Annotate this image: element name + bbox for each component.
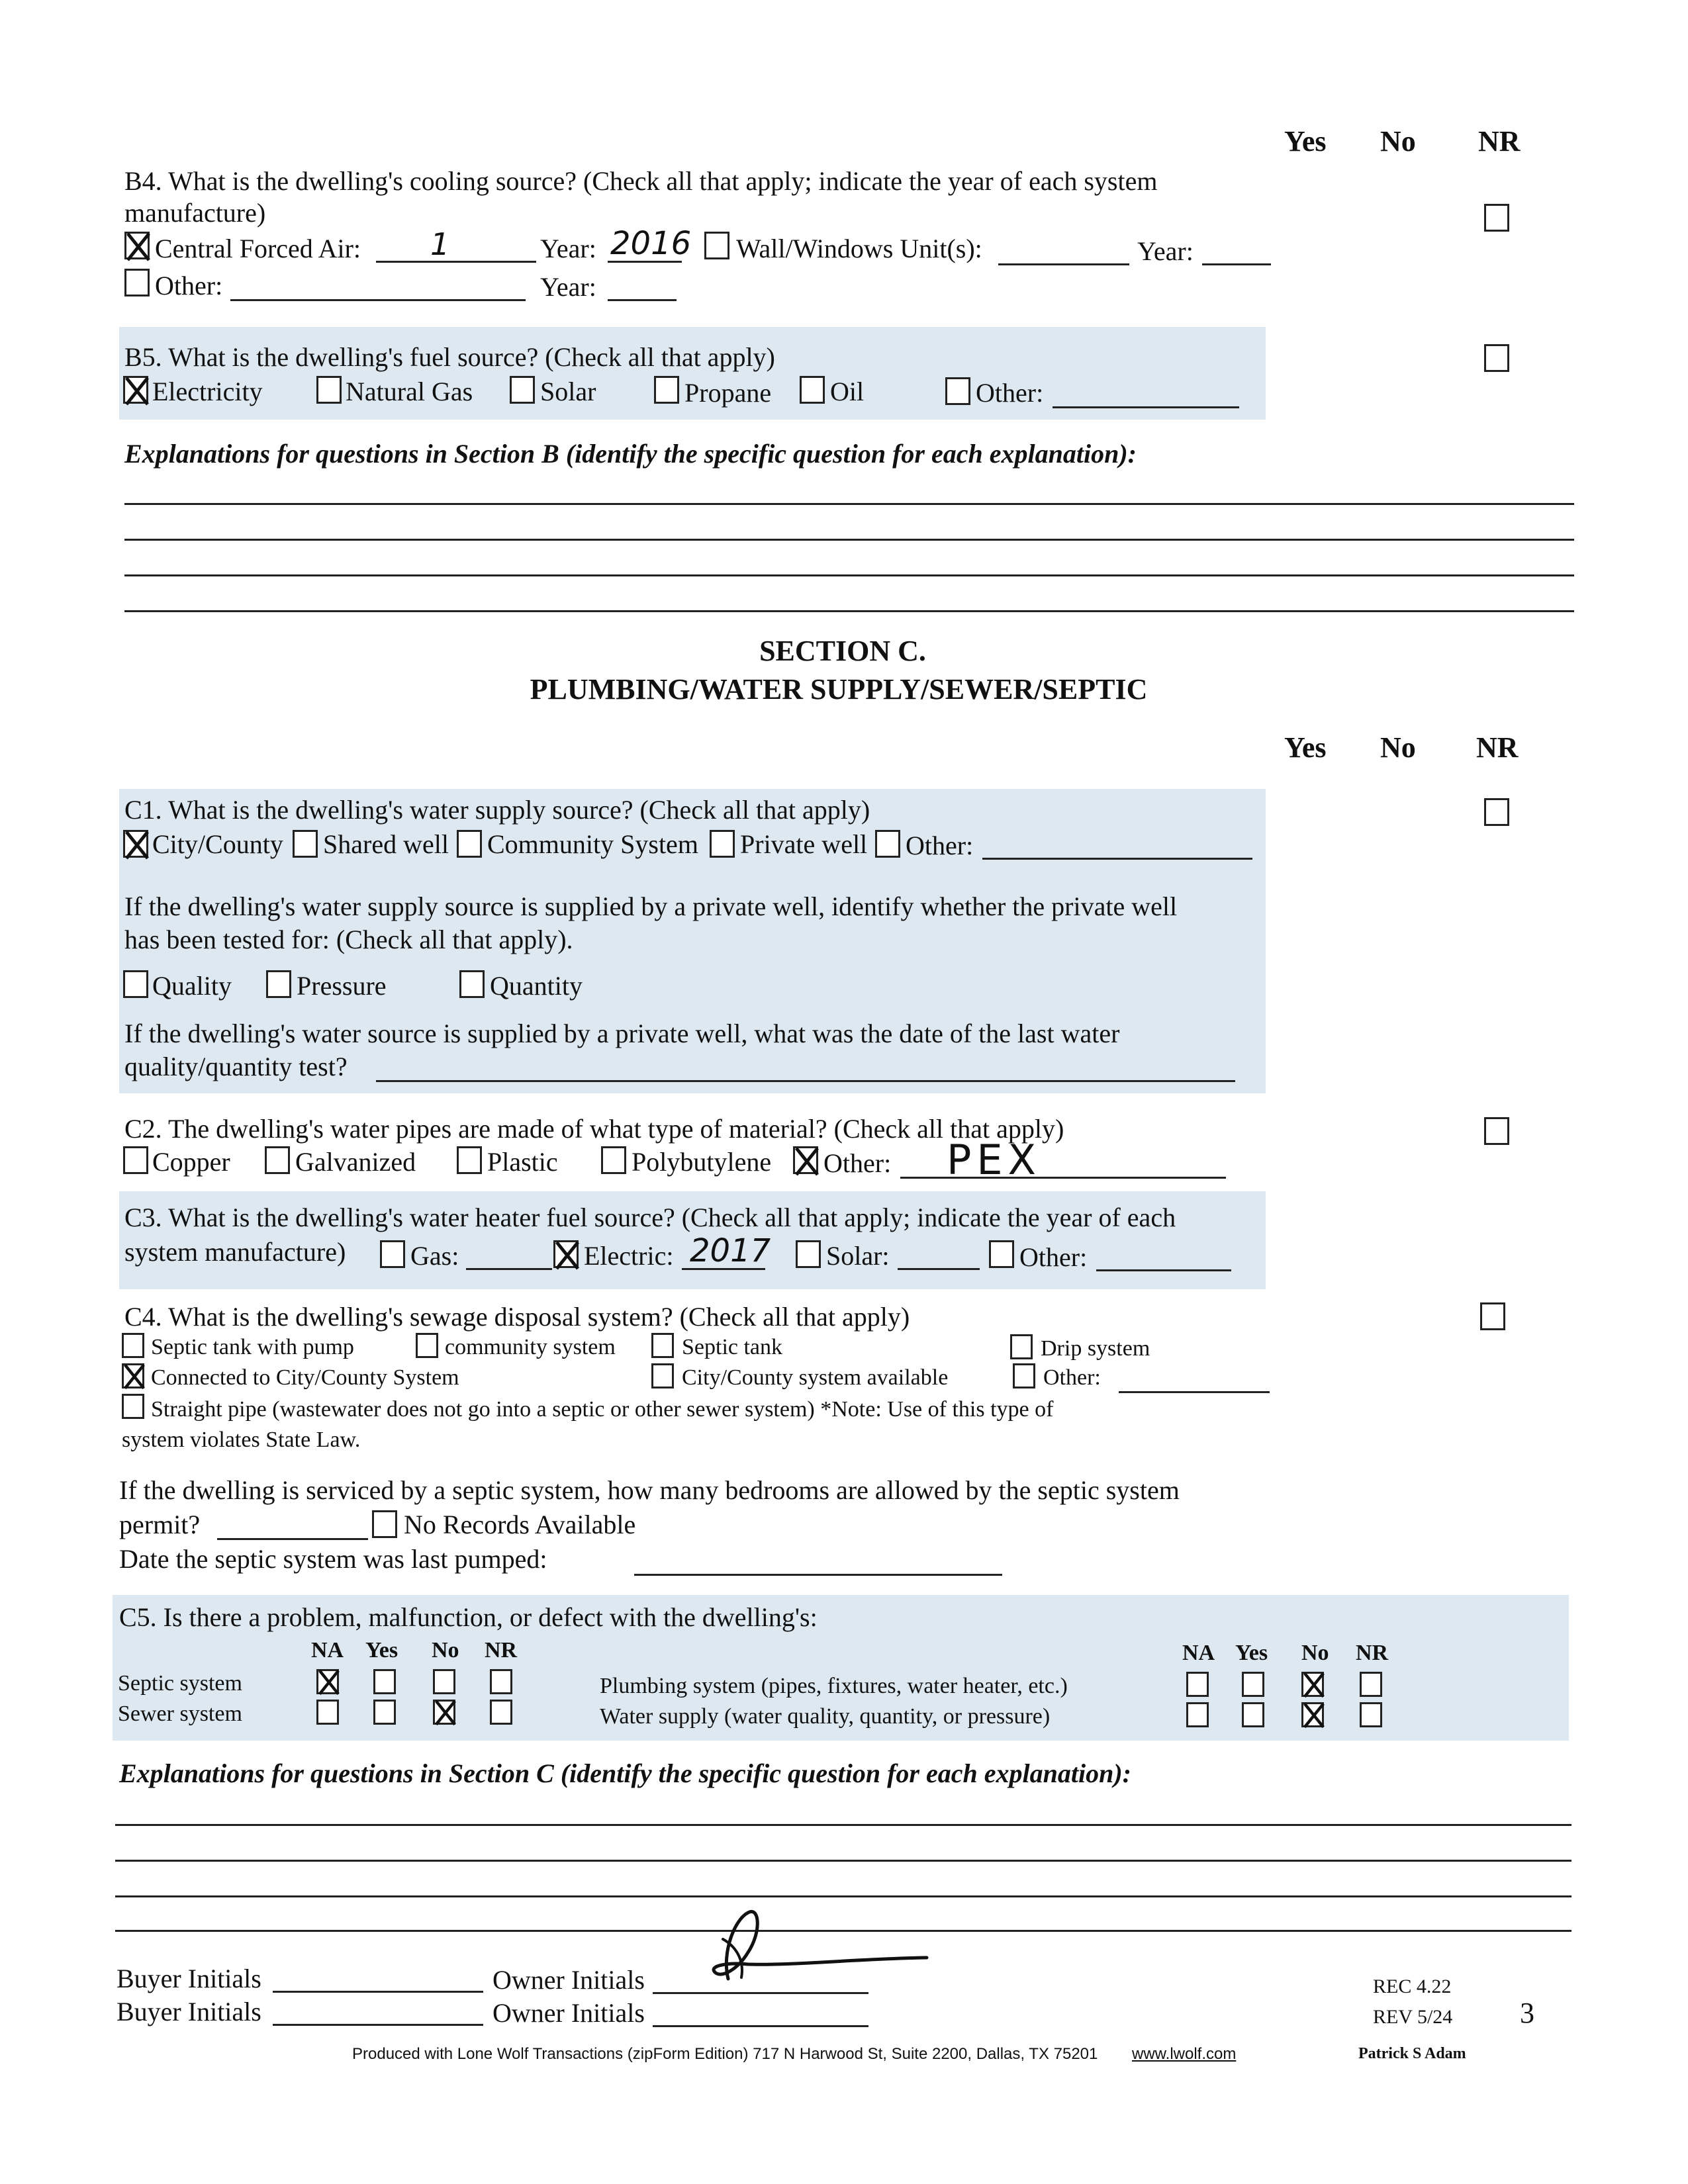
b5-other-checkbox[interactable] bbox=[945, 377, 970, 405]
c1-pressure-label: Pressure bbox=[297, 971, 387, 1001]
b4-other-line[interactable] bbox=[230, 299, 526, 301]
b5-propane-checkbox[interactable] bbox=[654, 376, 679, 404]
c5-col-no: No bbox=[432, 1638, 459, 1662]
c5-water-no-checkbox[interactable] bbox=[1301, 1702, 1324, 1727]
c2-nr-checkbox[interactable] bbox=[1484, 1117, 1509, 1145]
buyer-initials-line-2[interactable] bbox=[273, 2024, 483, 2026]
c2-polybutylene-label: Polybutylene bbox=[632, 1147, 772, 1177]
c5-septic-na-checkbox[interactable] bbox=[316, 1669, 339, 1694]
check-x-icon bbox=[124, 230, 153, 264]
c5-plumbing-label: Plumbing system (pipes, fixtures, water heater, etc.) bbox=[600, 1674, 1068, 1698]
c4-city-available-checkbox[interactable] bbox=[651, 1363, 674, 1388]
b5-question: B5. What is the dwelling's fuel source? (Check all that apply) bbox=[124, 342, 775, 372]
b4-wall-label: Wall/Windows Unit(s): bbox=[736, 234, 982, 263]
owner-initials-line-2[interactable] bbox=[653, 2025, 868, 2027]
c1-private-well-label: Private well bbox=[740, 829, 868, 859]
produced-text: Produced with Lone Wolf Transactions (zipForm Edition) 717 N Harwood St, Suite 2200, Dallas, TX 75201 bbox=[352, 2045, 1098, 2063]
c4-straight-pipe-label: Straight pipe (wastewater does not go into a septic or other sewer system) *Note: Use of this type of bbox=[151, 1397, 1054, 1422]
c1-shared-well-label: Shared well bbox=[323, 829, 449, 859]
b5-propane-label: Propane bbox=[684, 378, 772, 408]
c2-plastic-checkbox[interactable] bbox=[457, 1146, 482, 1174]
b5-nr-checkbox[interactable] bbox=[1484, 344, 1509, 372]
c5-col-nr: NR bbox=[485, 1638, 518, 1662]
b4-other-label: Other: bbox=[155, 271, 223, 300]
c3-electric-label: Electric: bbox=[584, 1241, 674, 1271]
b5-electricity-label: Electricity bbox=[152, 377, 263, 406]
c4-connected-checkbox[interactable] bbox=[122, 1363, 144, 1388]
col-nr-header: NR bbox=[1476, 731, 1519, 764]
b5-solar-checkbox[interactable] bbox=[510, 376, 535, 404]
b4-wall-checkbox[interactable] bbox=[704, 232, 729, 259]
c4-city-available-label: City/County system available bbox=[682, 1365, 949, 1390]
c5-col-na: NA bbox=[1182, 1641, 1215, 1665]
c5-question: C5. Is there a problem, malfunction, or defect with the dwelling's: bbox=[119, 1602, 818, 1632]
c5-septic-nr-checkbox[interactable] bbox=[490, 1669, 512, 1694]
explain-b-line[interactable] bbox=[124, 574, 1574, 576]
c5-water-yes-checkbox[interactable] bbox=[1242, 1702, 1264, 1727]
c1-city-county-checkbox[interactable] bbox=[123, 830, 148, 858]
c4-question: C4. What is the dwelling's sewage disposal system? (Check all that apply) bbox=[124, 1302, 910, 1332]
c4-septic-pump-checkbox[interactable] bbox=[122, 1333, 144, 1358]
c4-straight-pipe-note: system violates State Law. bbox=[122, 1428, 361, 1452]
c5-septic-yes-checkbox[interactable] bbox=[373, 1669, 396, 1694]
c5-col-no: No bbox=[1301, 1641, 1329, 1665]
page-number: 3 bbox=[1520, 1997, 1534, 2029]
b4-wall-line[interactable] bbox=[998, 263, 1129, 265]
c1-date-text: If the dwelling's water source is supplied by a private well, what was the date of the last water bbox=[124, 1019, 1120, 1048]
b4-central-year: 2016 bbox=[610, 225, 692, 262]
lwolf-link[interactable]: www.lwolf.com bbox=[1132, 2045, 1237, 2063]
check-x-icon bbox=[316, 1667, 342, 1698]
c1-private-well-checkbox[interactable] bbox=[710, 830, 735, 858]
c1-date-line[interactable] bbox=[376, 1080, 1235, 1082]
c4-pumped-line[interactable] bbox=[634, 1574, 1002, 1576]
c5-septic-label: Septic system bbox=[118, 1671, 242, 1696]
c5-sewer-nr-checkbox[interactable] bbox=[490, 1700, 512, 1725]
col-no-header: No bbox=[1380, 125, 1416, 158]
owner-initials-label-2: Owner Initials bbox=[492, 1998, 645, 2028]
check-x-icon bbox=[432, 1698, 459, 1728]
c5-sewer-yes-checkbox[interactable] bbox=[373, 1700, 396, 1725]
c4-no-records-label: No Records Available bbox=[404, 1510, 636, 1539]
c3-gas-label: Gas: bbox=[410, 1241, 459, 1271]
c1-quantity-checkbox[interactable] bbox=[459, 970, 485, 998]
c1-other-label: Other: bbox=[906, 831, 974, 860]
check-x-icon bbox=[1301, 1700, 1327, 1731]
c4-other-label: Other: bbox=[1043, 1365, 1101, 1390]
b4-central-checkbox[interactable] bbox=[124, 232, 150, 259]
explain-b-heading: Explanations for questions in Section B (identify the specific question for each explanation): bbox=[124, 439, 1137, 469]
c3-solar-label: Solar: bbox=[826, 1241, 890, 1271]
buyer-initials-line[interactable] bbox=[273, 1991, 483, 1993]
b4-question: B4. What is the dwelling's cooling source? (Check all that apply; indicate the year of each system bbox=[124, 166, 1158, 196]
check-x-icon bbox=[1301, 1670, 1327, 1700]
b4-other-checkbox[interactable] bbox=[124, 269, 150, 296]
c3-question-cont: system manufacture) bbox=[124, 1237, 346, 1267]
c2-plastic-label: Plastic bbox=[487, 1147, 558, 1177]
c3-electric-year: 2017 bbox=[690, 1232, 771, 1269]
explain-c-line[interactable] bbox=[115, 1860, 1571, 1862]
b4-central-value: 1 bbox=[430, 226, 450, 262]
c5-sewer-na-checkbox[interactable] bbox=[316, 1700, 339, 1725]
check-x-icon bbox=[122, 374, 152, 408]
b5-natural-gas-checkbox[interactable] bbox=[316, 376, 342, 404]
c5-sewer-label: Sewer system bbox=[118, 1702, 242, 1726]
b4-other-year-label: Year: bbox=[540, 272, 596, 302]
c5-septic-no-checkbox[interactable] bbox=[433, 1669, 455, 1694]
c3-solar-line[interactable] bbox=[898, 1268, 980, 1270]
b4-wall-year-label: Year: bbox=[1137, 236, 1194, 266]
c3-solar-checkbox[interactable] bbox=[796, 1240, 821, 1268]
c4-septic-text: If the dwelling is serviced by a septic system, how many bedrooms are allowed by the septic system bbox=[119, 1475, 1180, 1505]
c1-date-text-cont: quality/quantity test? bbox=[124, 1052, 348, 1081]
c3-electric-checkbox[interactable] bbox=[553, 1240, 579, 1268]
c4-nr-checkbox[interactable] bbox=[1480, 1302, 1505, 1330]
c1-community-checkbox[interactable] bbox=[457, 830, 482, 858]
explain-b-line[interactable] bbox=[124, 610, 1574, 612]
c1-pressure-checkbox[interactable] bbox=[266, 970, 291, 998]
c3-gas-checkbox[interactable] bbox=[380, 1240, 405, 1268]
c1-quality-label: Quality bbox=[152, 971, 232, 1001]
check-x-icon bbox=[553, 1238, 582, 1273]
c5-water-na-checkbox[interactable] bbox=[1186, 1702, 1209, 1727]
c4-bedrooms-line[interactable] bbox=[217, 1538, 368, 1540]
c1-quantity-label: Quantity bbox=[490, 971, 583, 1001]
c3-other-label: Other: bbox=[1019, 1242, 1088, 1272]
b5-other-label: Other: bbox=[976, 378, 1044, 408]
c1-other-checkbox[interactable] bbox=[875, 830, 900, 858]
b5-solar-label: Solar bbox=[540, 377, 596, 406]
c5-water-nr-checkbox[interactable] bbox=[1360, 1702, 1382, 1727]
b5-oil-checkbox[interactable] bbox=[800, 376, 825, 404]
c4-no-records-checkbox[interactable] bbox=[372, 1510, 397, 1538]
b4-central-line[interactable] bbox=[376, 261, 536, 263]
c2-galvanized-label: Galvanized bbox=[295, 1147, 416, 1177]
col-nr-header: NR bbox=[1478, 125, 1521, 158]
b5-oil-label: Oil bbox=[830, 377, 865, 406]
b5-electricity-checkbox[interactable] bbox=[123, 376, 148, 404]
c5-plumbing-yes-checkbox[interactable] bbox=[1242, 1672, 1264, 1697]
c2-copper-label: Copper bbox=[152, 1147, 230, 1177]
c4-community-checkbox[interactable] bbox=[416, 1333, 438, 1358]
b4-question-cont: manufacture) bbox=[124, 198, 266, 228]
c2-polybutylene-checkbox[interactable] bbox=[601, 1146, 626, 1174]
c4-septic-tank-label: Septic tank bbox=[682, 1335, 783, 1359]
check-x-icon bbox=[121, 1361, 148, 1392]
c5-plumbing-na-checkbox[interactable] bbox=[1186, 1672, 1209, 1697]
c1-well-text: If the dwelling's water supply source is supplied by a private well, identify whether the private well bbox=[124, 891, 1178, 921]
explain-c-line[interactable] bbox=[115, 1824, 1571, 1826]
c4-drip-checkbox[interactable] bbox=[1010, 1334, 1033, 1359]
owner-initials-label: Owner Initials bbox=[492, 1965, 645, 1995]
c4-community-label: community system bbox=[445, 1335, 616, 1359]
explain-b-line[interactable] bbox=[124, 503, 1574, 505]
owner-signature-initials bbox=[682, 1899, 933, 1999]
c5-col-yes: Yes bbox=[365, 1638, 399, 1662]
c1-quality-checkbox[interactable] bbox=[123, 970, 148, 998]
c5-col-nr: NR bbox=[1356, 1641, 1389, 1665]
c1-nr-checkbox[interactable] bbox=[1484, 798, 1509, 826]
check-x-icon bbox=[122, 828, 152, 862]
c5-col-na: NA bbox=[311, 1638, 344, 1662]
b4-year-label: Year: bbox=[540, 234, 596, 263]
c2-question: C2. The dwelling's water pipes are made of what type of material? (Check all that apply) bbox=[124, 1114, 1064, 1144]
c3-question: C3. What is the dwelling's water heater fuel source? (Check all that apply; indicate the year of each bbox=[124, 1203, 1176, 1232]
c1-community-label: Community System bbox=[487, 829, 698, 859]
c1-other-line[interactable] bbox=[982, 858, 1252, 860]
rev-code: REV 5/24 bbox=[1373, 2006, 1453, 2028]
buyer-initials-label: Buyer Initials bbox=[117, 1964, 261, 1993]
c1-question: C1. What is the dwelling's water supply source? (Check all that apply) bbox=[124, 795, 870, 825]
c2-other-label: Other: bbox=[823, 1148, 892, 1178]
c3-other-line[interactable] bbox=[1096, 1269, 1231, 1271]
c1-well-text-cont: has been tested for: (Check all that apply). bbox=[124, 925, 573, 954]
section-c-subtitle: PLUMBING/WATER SUPPLY/SEWER/SEPTIC bbox=[530, 673, 1148, 705]
col-no-header: No bbox=[1380, 731, 1416, 764]
b4-nr-checkbox[interactable] bbox=[1484, 204, 1509, 232]
c4-other-checkbox[interactable] bbox=[1013, 1363, 1035, 1388]
explain-c-line[interactable] bbox=[115, 1895, 1571, 1897]
c5-plumbing-no-checkbox[interactable] bbox=[1301, 1672, 1324, 1697]
c4-other-line[interactable] bbox=[1119, 1391, 1270, 1393]
b4-other-year-line[interactable] bbox=[608, 299, 677, 301]
c2-other-checkbox[interactable] bbox=[793, 1146, 818, 1174]
c1-shared-well-checkbox[interactable] bbox=[293, 830, 318, 858]
c2-other-value: PEX bbox=[947, 1136, 1042, 1184]
b5-other-line[interactable] bbox=[1053, 406, 1239, 408]
col-yes-header: Yes bbox=[1284, 731, 1327, 764]
buyer-initials-label-2: Buyer Initials bbox=[117, 1997, 261, 2026]
explain-b-line[interactable] bbox=[124, 539, 1574, 541]
b4-central-label: Central Forced Air: bbox=[155, 234, 361, 263]
b5-natural-gas-label: Natural Gas bbox=[346, 377, 473, 406]
check-x-icon bbox=[792, 1144, 821, 1179]
c4-straight-pipe-checkbox[interactable] bbox=[122, 1394, 144, 1419]
c4-septic-tank-checkbox[interactable] bbox=[651, 1333, 674, 1358]
c5-sewer-no-checkbox[interactable] bbox=[433, 1700, 455, 1725]
c5-water-label: Water supply (water quality, quantity, or pressure) bbox=[600, 1704, 1051, 1729]
c3-other-checkbox[interactable] bbox=[989, 1240, 1014, 1268]
c4-pumped-label: Date the septic system was last pumped: bbox=[119, 1544, 547, 1574]
explain-c-heading: Explanations for questions in Section C (identify the specific question for each explanation): bbox=[119, 1758, 1131, 1788]
c4-drip-label: Drip system bbox=[1041, 1336, 1150, 1361]
b4-wall-year-line[interactable] bbox=[1202, 263, 1271, 265]
c5-col-yes: Yes bbox=[1235, 1641, 1268, 1665]
c4-septic-text-cont: permit? bbox=[119, 1510, 201, 1539]
c1-city-county-label: City/County bbox=[152, 829, 283, 859]
c4-septic-pump-label: Septic tank with pump bbox=[151, 1335, 354, 1359]
agent-name: Patrick S Adam bbox=[1358, 2045, 1466, 2062]
c2-galvanized-checkbox[interactable] bbox=[265, 1146, 290, 1174]
c4-connected-label: Connected to City/County System bbox=[151, 1365, 459, 1390]
c2-copper-checkbox[interactable] bbox=[123, 1146, 148, 1174]
c3-gas-line[interactable] bbox=[466, 1268, 552, 1270]
rec-code: REC 4.22 bbox=[1373, 1976, 1452, 1997]
section-c-title: SECTION C. bbox=[759, 635, 926, 667]
c5-plumbing-nr-checkbox[interactable] bbox=[1360, 1672, 1382, 1697]
col-yes-header: Yes bbox=[1284, 125, 1327, 158]
